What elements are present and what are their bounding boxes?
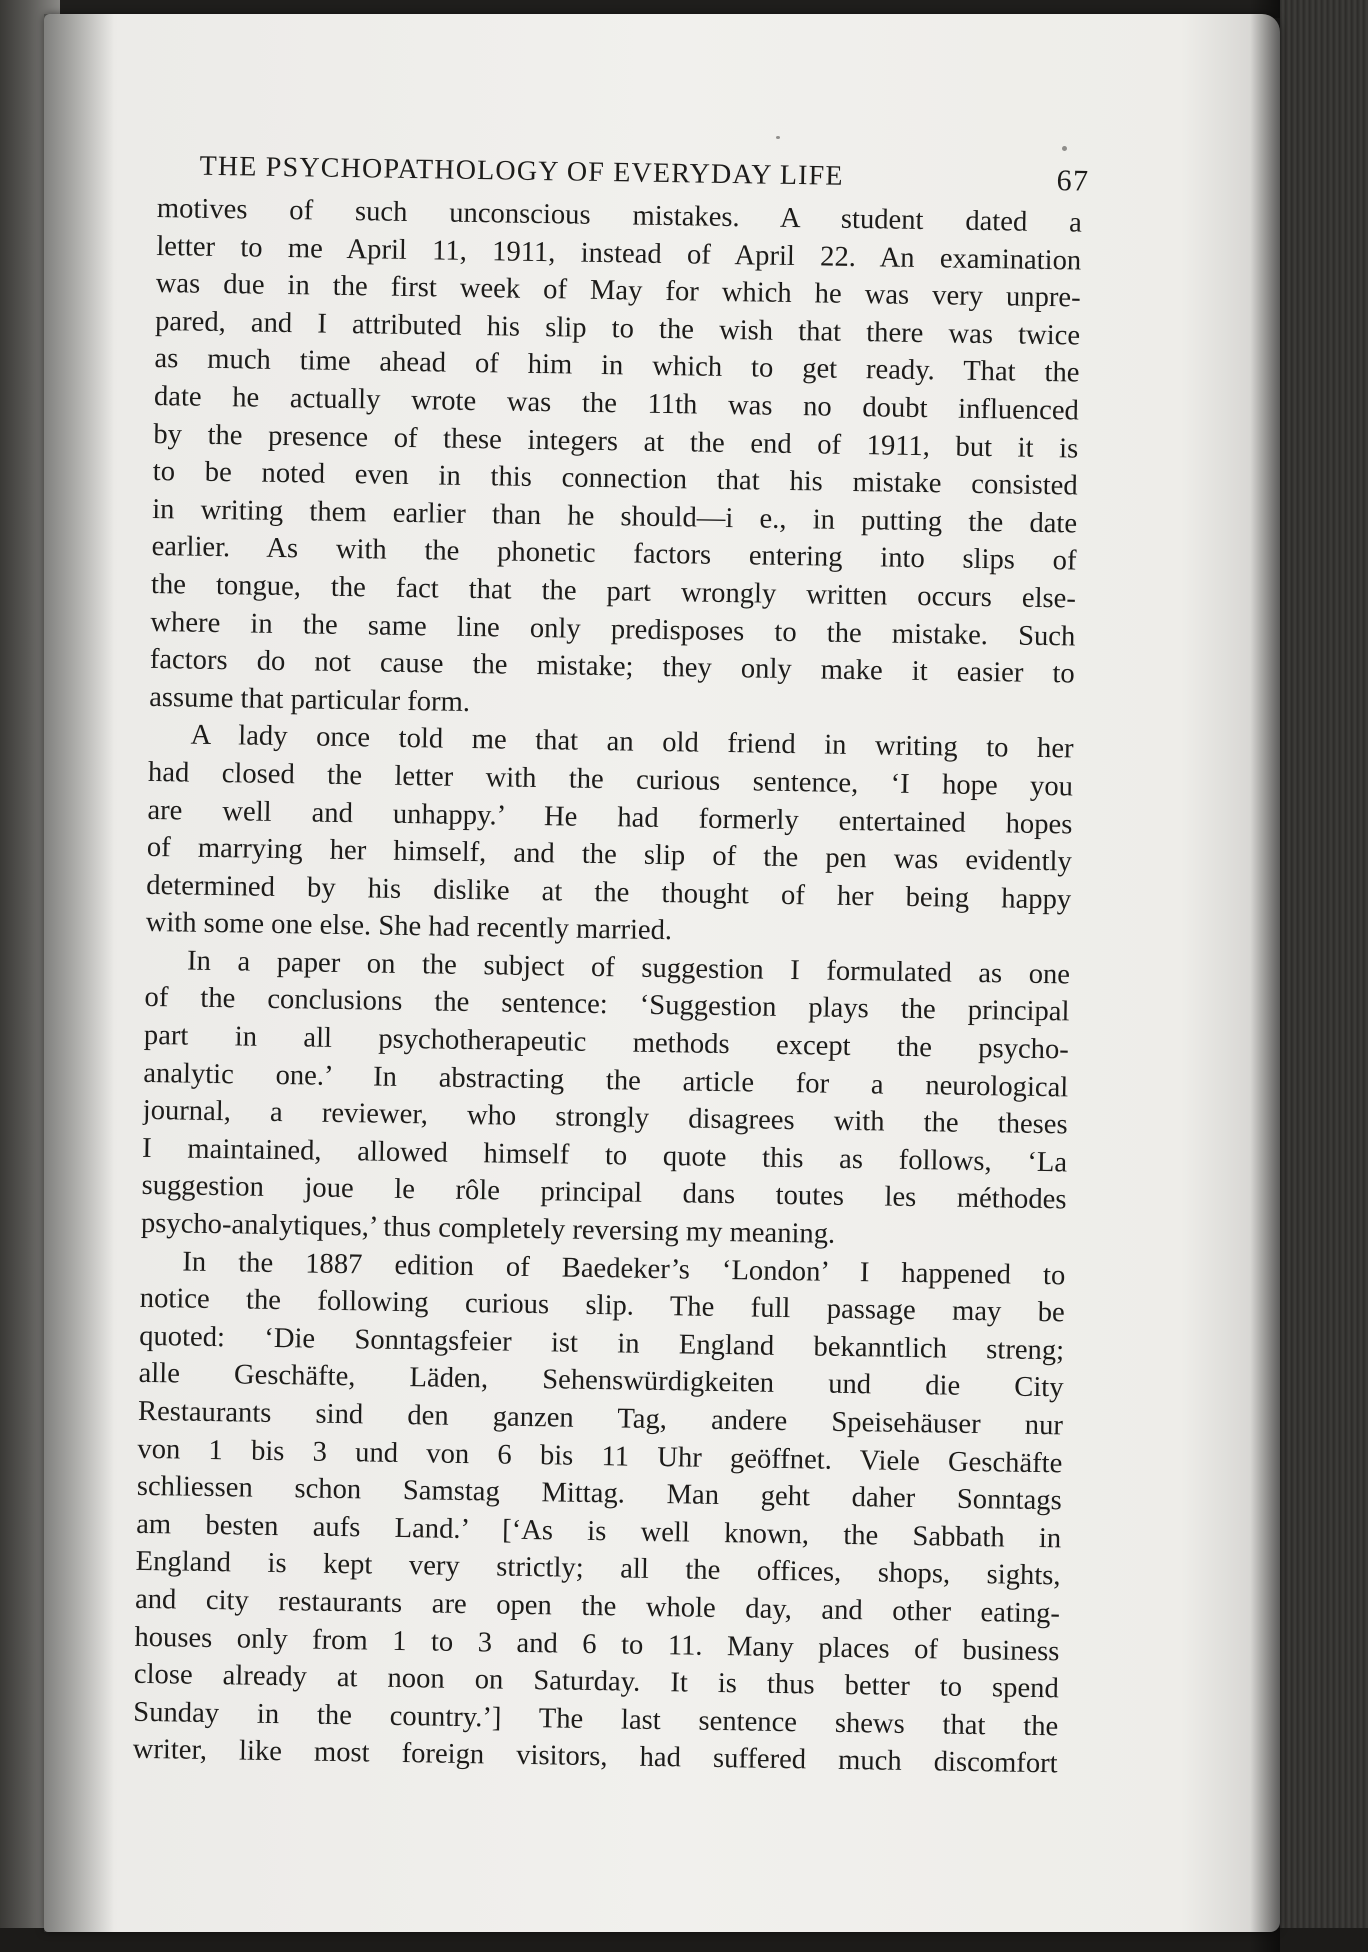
body-text — [132, 190, 1082, 1783]
text-line: close already at noon on Saturday. It is thus better to spend — [133, 1658, 1060, 1705]
text-line: motives of such unconscious mistakes. A student dated a — [156, 192, 1083, 239]
running-title: THE PSYCHOPATHOLOGY OF EVERYDAY LIFE — [199, 150, 844, 192]
gutter-shadow — [44, 14, 114, 1932]
text-line: In a paper on the subject of suggestion I formulated as one — [186, 945, 1071, 991]
text-line: schliessen schon Samstag Mittag. Man geht daher Sonntags — [136, 1471, 1062, 1517]
ink-speck — [776, 136, 780, 139]
text-line: Sunday in the country.’] The last sentence shews that the — [133, 1696, 1059, 1743]
text-line: was due in the first week of May for which he was very unpre- — [155, 268, 1081, 314]
text-line: with some one else. She had recently married. — [145, 907, 673, 947]
text-line: assume that particular form. — [149, 681, 471, 718]
text-line: am besten aufs Land.’ [‘As is well known, the Sabbath in — [136, 1508, 1062, 1555]
ink-speck — [1062, 146, 1067, 151]
text-line: letter to me April 11, 1911, instead of April 22. An examination — [156, 230, 1082, 277]
text-line: England is kept very strictly; all the offices, shops, sights, — [135, 1546, 1061, 1592]
text-line: are well and unhappy.’ He had formerly entertained hopes — [147, 794, 1073, 840]
text-line: houses only from 1 to 3 and 6 to 11. Many places of business — [134, 1621, 1060, 1667]
text-line: quoted: ‘Die Sonntagsfeier ist in England bekanntlich streng; — [138, 1320, 1065, 1367]
text-line: von 1 bis 3 und von 6 bis 11 Uhr geöffnet. Viele Geschäfte — [137, 1433, 1063, 1479]
text-line: to be noted even in this connection that his mistake consisted — [152, 456, 1078, 502]
text-line: alle Geschäfte, Läden, Sehenswürdigkeiten und die City — [138, 1358, 1064, 1404]
text-line: of the conclusions the sentence: ‘Suggestion plays the principal — [144, 982, 1070, 1028]
text-line: I maintained, allowed himself to quote this as follows, ‘La — [141, 1132, 1068, 1179]
text-line: date he actually wrote was the 11th was no doubt influenced — [153, 380, 1080, 427]
text-line: as much time ahead of him in which to get ready. That the — [154, 343, 1080, 389]
text-line: the tongue, the fact that the part wrongly written occurs else- — [150, 568, 1077, 615]
text-line: determined by his dislike at the thought of her being happy — [146, 869, 1072, 916]
text-line: part in all psychotherapeutic methods except the psycho- — [143, 1019, 1070, 1066]
text-line: writer, like most foreign visitors, had suffered much discomfort — [132, 1734, 1058, 1780]
text-line: Restaurants sind den ganzen Tag, andere Speisehäuser nur — [137, 1395, 1064, 1442]
text-line: of marrying her himself, and the slip of the pen was evidently — [146, 832, 1073, 878]
text-line: A lady once told me that an old friend in writing to her — [190, 719, 1074, 765]
text-line: In the 1887 edition of Baedeker’s ‘London’ I happened to — [182, 1246, 1066, 1292]
page-edge-shade — [1250, 0, 1280, 1952]
text-line: earlier. As with the phonetic factors entering into slips of — [151, 531, 1077, 577]
text-line: and city restaurants are open the whole day, and other eating- — [134, 1583, 1061, 1630]
text-line: suggestion joue le rôle principal dans toutes les méthodes — [141, 1170, 1067, 1216]
text-line: factors do not cause the mistake; they only make it easier to — [149, 644, 1075, 690]
text-line: where in the same line only predisposes to the mistake. Such — [150, 606, 1076, 652]
text-line: pared, and I attributed his slip to the wish that there was twice — [154, 305, 1081, 352]
book-fore-edge — [1280, 0, 1368, 1952]
text-line: by the presence of these integers at the end of 1911, but it is — [153, 418, 1079, 465]
page-text-block — [132, 140, 1090, 1783]
text-line: analytic one.’ In abstracting the article for a neurological — [143, 1057, 1069, 1104]
page-number: 67 — [1056, 164, 1090, 198]
text-line: in writing them earlier than he should—i e., in putting the date — [151, 493, 1078, 540]
text-line: psycho-analytiques,’ thus completely reversing my meaning. — [140, 1207, 836, 1250]
text-line: had closed the letter with the curious sentence, ‘I hope you — [147, 756, 1074, 803]
text-line: journal, a reviewer, who strongly disagrees with the theses — [142, 1095, 1068, 1141]
text-line: notice the following curious slip. The full passage may be — [139, 1283, 1065, 1329]
